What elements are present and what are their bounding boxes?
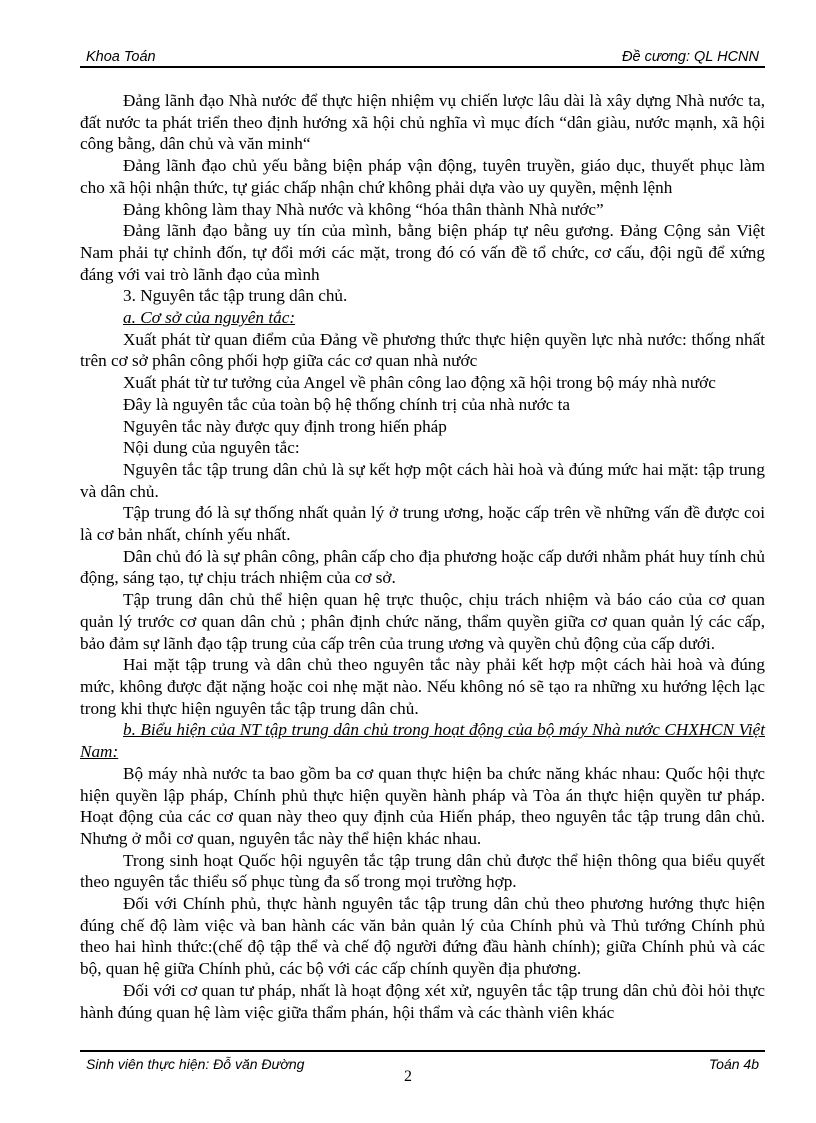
- document-body: [80, 90, 765, 1023]
- paragraph: Tập trung dân chủ thể hiện quan hệ trực thuộc, chịu trách nhiệm và báo cáo của cơ quan quản lý trước cơ quan dân chủ ; phân định chức năng, thẩm quyền giữa cơ quan quản lý các cấp, bảo đảm sự lãnh đạo tập trung của cấp trên của trung ương và quyền chủ động của cấp dưới.: [80, 590, 765, 653]
- subheading-b-text: b. Biểu hiện của NT tập trung dân chủ trong hoạt động của bộ máy Nhà nước CHXHCN Việt Nam:: [80, 720, 765, 762]
- footer-author: Sinh viên thực hiện: Đỗ văn Đường: [86, 1056, 305, 1072]
- page-number: 2: [404, 1068, 412, 1085]
- paragraph: Đảng lãnh đạo Nhà nước để thực hiện nhiệm vụ chiến lược lâu dài là xây dựng Nhà nước ta, đất nước ta phát triển theo định hướng xã hội chủ nghĩa vì mục đích “dân giàu, nước mạnh, xã hội công bằng, dân chủ và văn minh“: [80, 91, 765, 154]
- paragraph: Đảng lãnh đạo bằng uy tín của mình, bằng biện pháp tự nêu gương. Đảng Cộng sản Việt Nam phải tự chỉnh đốn, tự đổi mới các mặt, trong đó có vấn đề tổ chức, cơ cấu, đội ngũ để xứng đáng với vai trò lãnh đạo của mình: [80, 221, 765, 284]
- page-footer: [80, 1050, 765, 1072]
- page-header: [80, 46, 765, 68]
- paragraph: Nguyên tắc này được quy định trong hiến pháp: [123, 416, 447, 436]
- paragraph: Đảng lãnh đạo chủ yếu bằng biện pháp vận động, tuyên truyền, giáo dục, thuyết phục làm cho xã hội nhận thức, tự giác chấp nhận chứ không phải dựa vào uy quyền, mệnh lệnh: [80, 156, 765, 197]
- paragraph: Đối với Chính phủ, thực hành nguyên tắc tập trung dân chủ theo phương hướng thực hiện đúng chế độ làm việc và ban hành các văn bản quản lý của Chính phủ và Thủ tướng Chính phủ theo hai hình thức:(chế độ tập thể và chế độ người đứng đầu hành chính); giữa Chính phủ và các bộ, quan hệ giữa Chính phủ, các bộ với các cấp chính quyền địa phương.: [80, 894, 765, 979]
- paragraph: Xuất phát từ tư tưởng của Angel về phân công lao động xã hội trong bộ máy nhà nước: [123, 373, 716, 393]
- paragraph: Xuất phát từ quan điểm của Đảng về phương thức thực hiện quyền lực nhà nước: thống nhất trên cơ sở phân công phối hợp giữa các cơ quan nhà nước: [80, 329, 765, 371]
- section-heading: 3. Nguyên tắc tập trung dân chủ.: [123, 286, 348, 306]
- paragraph: Hai mặt tập trung và dân chủ theo nguyên tắc này phải kết hợp một cách hài hoà và đúng mức, không được đặt nặng hoặc coi nhẹ mặt nào. Nếu không nó sẽ tạo ra những xu hướng lệch lạc trong khi thực hiện nguyên tắc tập trung dân chủ.: [80, 655, 765, 718]
- header-left: Khoa Toán: [86, 49, 156, 65]
- paragraph: Trong sinh hoạt Quốc hội nguyên tắc tập trung dân chủ được thể hiện thông qua biểu quyết theo nguyên tắc thiểu số phục tùng đa số trong mọi trường hợp.: [80, 850, 765, 892]
- subheading-b: [80, 719, 765, 762]
- paragraph: Bộ máy nhà nước ta bao gồm ba cơ quan thực hiện ba chức năng khác nhau: Quốc hội thực hiện quyền lập pháp, Chính phủ thực hiện quyền hành pháp và Tòa án thực hiện quyền tư pháp. Hoạt động của các cơ quan này theo quy định của Hiến pháp, theo nguyên tắc tập trung dân chủ. Nhưng ở mỗi cơ quan, nguyên tắc này thể hiện khác nhau.: [80, 763, 765, 848]
- paragraph: Dân chủ đó là sự phân công, phân cấp cho địa phương hoặc cấp dưới nhằm phát huy tính chủ động, sáng tạo, tự chịu trách nhiệm của cơ sở.: [80, 546, 765, 588]
- subheading-a: [80, 307, 765, 329]
- paragraph: Đối với cơ quan tư pháp, nhất là hoạt động xét xử, nguyên tắc tập trung dân chủ đòi hỏi thực hành đúng quan hệ làm việc giữa thẩm phán, hội thẩm và các thành viên khác: [80, 980, 765, 1022]
- subheading-a-text: a. Cơ sở của nguyên tắc:: [123, 308, 296, 328]
- paragraph: Nguyên tắc tập trung dân chủ là sự kết hợp một cách hài hoà và đúng mức hai mặt: tập trung và dân chủ.: [80, 459, 765, 501]
- paragraph: Nội dung của nguyên tắc:: [123, 438, 300, 458]
- paragraph: Đây là nguyên tắc của toàn bộ hệ thống chính trị của nhà nước ta: [123, 394, 570, 414]
- footer-class: Toán 4b: [708, 1056, 759, 1072]
- header-right: Đề cương: QL HCNN: [622, 49, 759, 65]
- paragraph: Đảng không làm thay Nhà nước và không “hóa thân thành Nhà nước”: [123, 199, 604, 219]
- paragraph: Tập trung đó là sự thống nhất quản lý ở trung ương, hoặc cấp trên về những vấn đề được coi là cơ bản nhất, chính yếu nhất.: [80, 503, 765, 545]
